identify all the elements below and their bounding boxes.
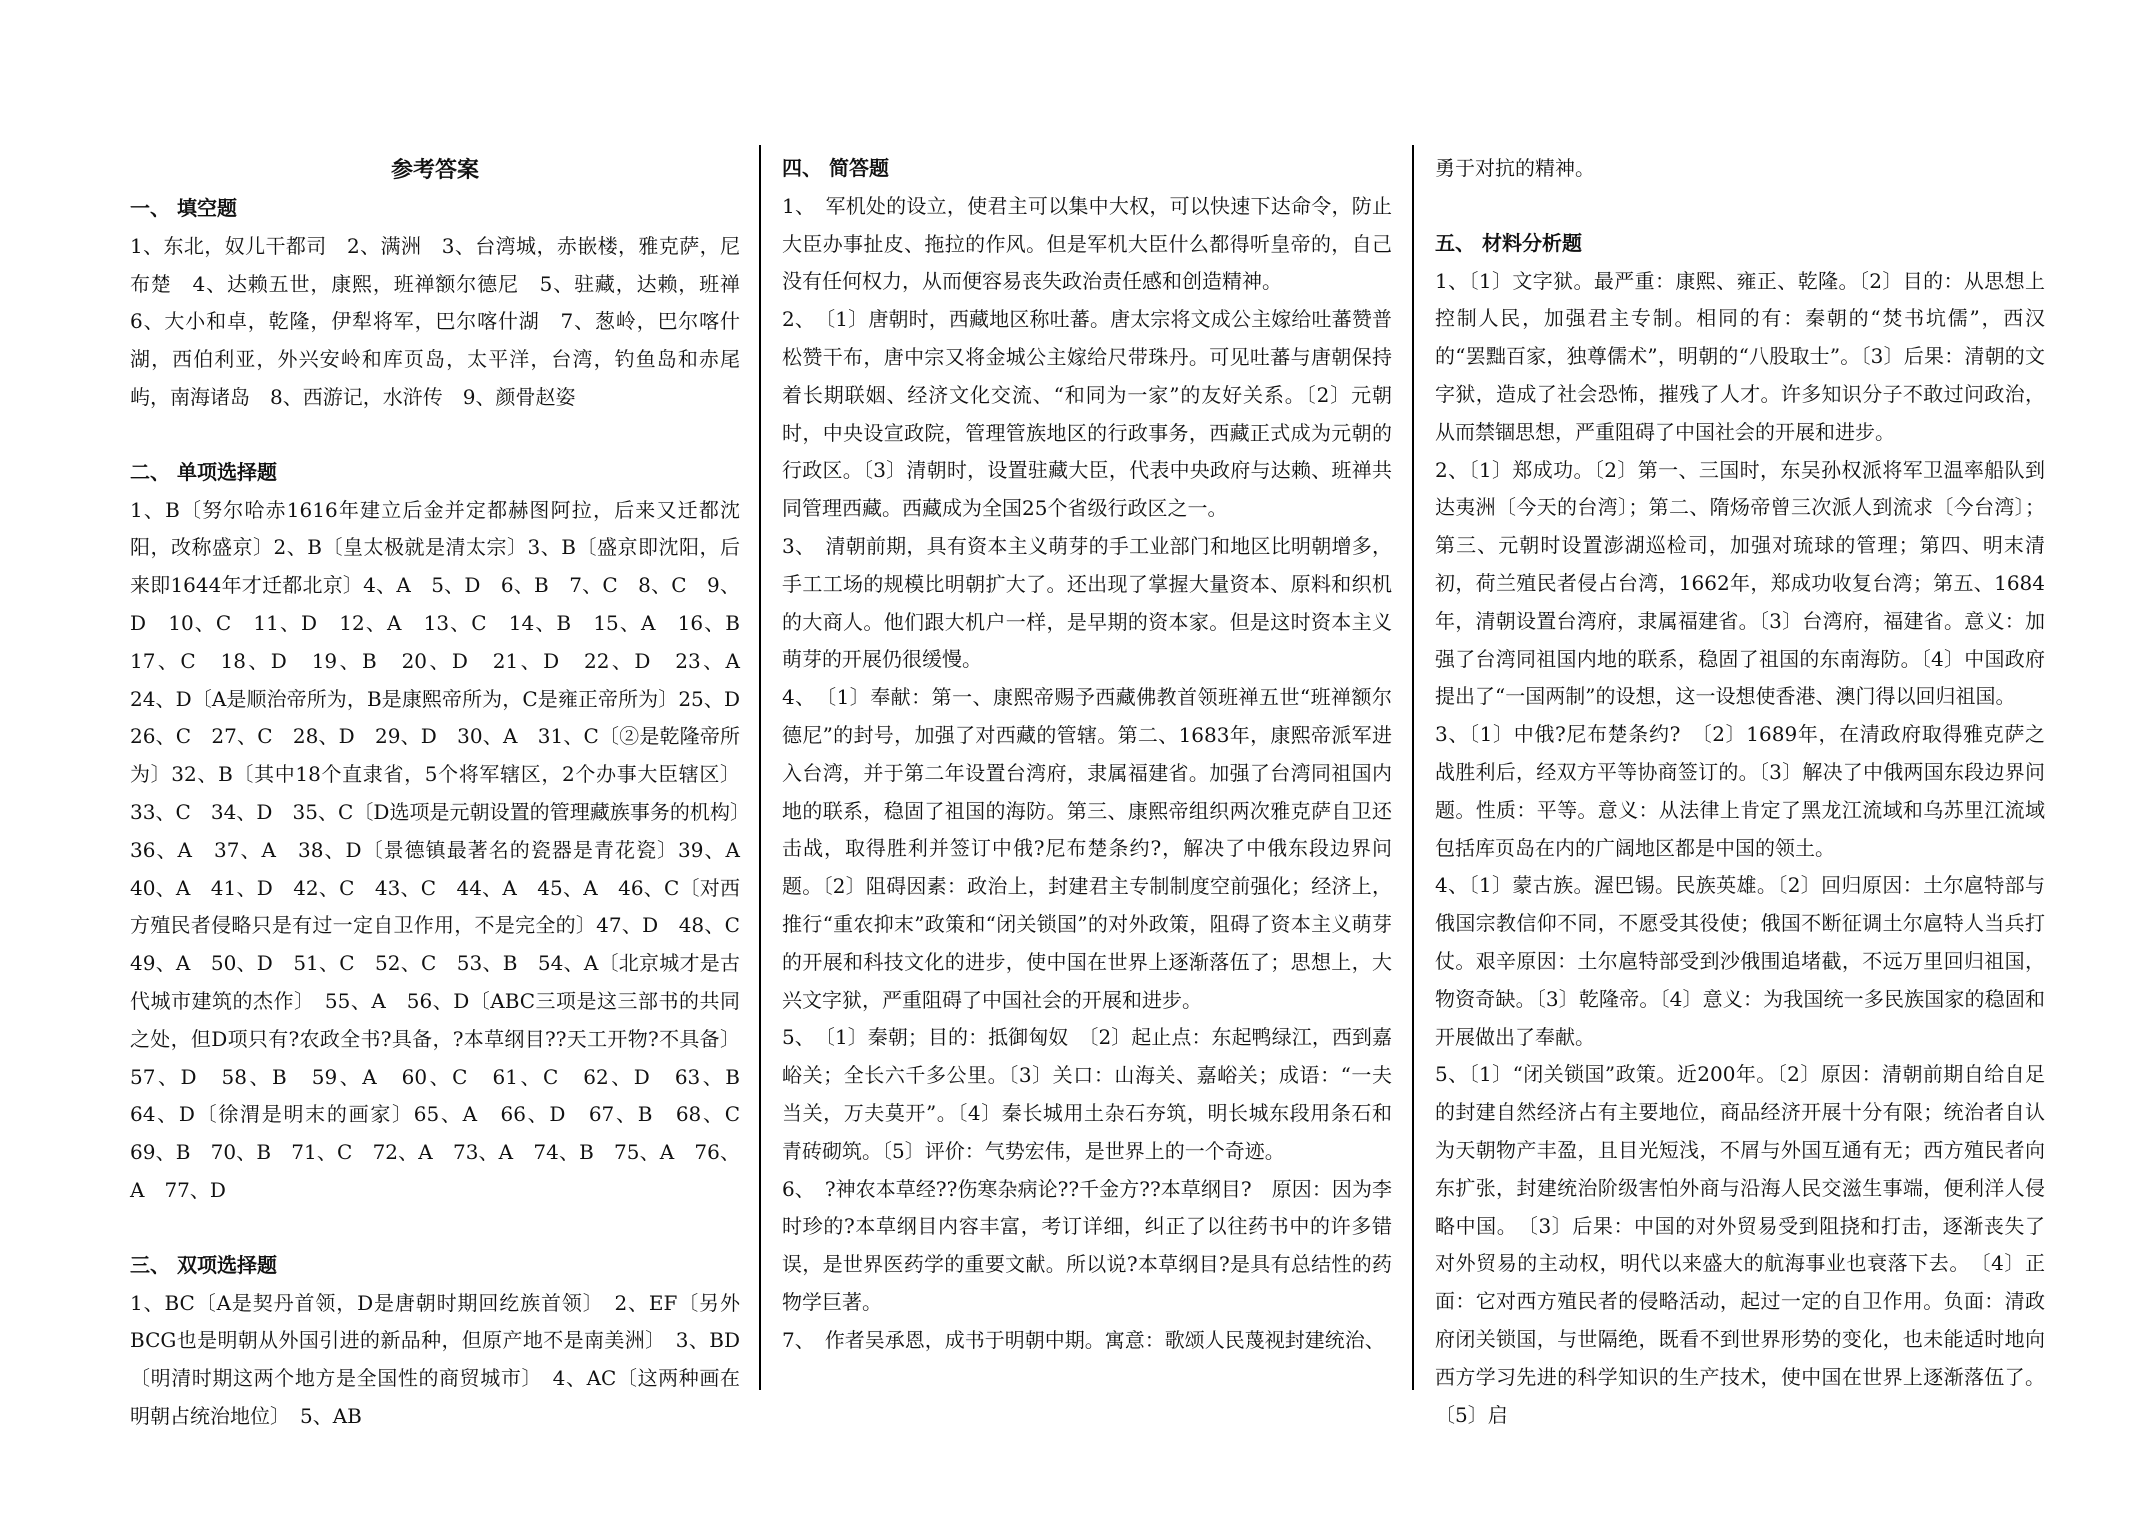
fill-in-answers: 1、东北，奴儿干都司 2、满洲 3、台湾城，赤嵌楼，雅克萨，尼布楚 4、达赖五世，康熙，班禅额尔德尼 5、驻藏，达赖，班禅 6、大小和卓，乾隆，伊犁将军，巴尔喀什湖 7、葱岭，巴尔喀什湖，西伯利亚，外兴安岭和库页岛，太平洋，台湾，钓鱼岛和赤尾屿，南海诸岛 8、西游记，水浒传 9、颜骨赵姿 (130, 233, 760, 409)
column-divider-left (759, 145, 761, 1390)
continued-text: 勇于对抗的精神。 (1435, 156, 1595, 180)
section-heading-short-answer: 四、 简答题 (782, 156, 889, 180)
single-choice-answers: 1、B〔努尔哈赤1616年建立后金并定都赫图阿拉，后来又迁都沈阳，改称盛京〕2、B〔皇太极就是清太宗〕3、B〔盛京即沈阳，后来即1644年才迁都北京〕4、A 5、D 6、B 7、C 8、C 9、D 10、C 11、D 12、A 13、C 14、B 15、A 16、B 17、C 18、D 19、B 20、D 21、D 22、D 23、A 24、D〔A是顺治帝所为，B是康熙帝所为，C是雍正帝所为〕25、D 26、C 27、C 28、D 29、D 30、A 31、C〔②是乾隆帝所为〕32、B〔其中18个直隶省，5个将军辖区，2个办事大臣辖区〕33、C 34、D 35、C〔D选项是元朝设置的管理藏族事务的机构〕 36、A 37、A 38、D〔景德镇最著名的瓷器是青花瓷〕39、A 40、A 41、D 42、C 43、C 44、A 45、A 46、C〔对西方殖民者侵略只是有过一定自卫作用，不是完全的〕47、D 48、C 49、A 50、D 51、C 52、C 53、B 54、A〔北京城才是古代城市建筑的杰作〕 55、A 56、D〔ABC三项是这三部书的共同之处，但D项只有?农政全书?具备，?本草纲目??天工开物?不具备〕57、D 58、B 59、A 60、C 61、C 62、D 63、B 64、D〔徐渭是明末的画家〕65、A 66、D 67、B 68、C 69、B 70、B 71、C 72、A 73、A 74、B 75、A 76、A 77、D (130, 497, 760, 1202)
short-answer-item: 1、 军机处的设立，使君主可以集中大权，可以快速下达命令，防止大臣办事扯皮、拖拉的作风。但是军机大臣什么都得听皇帝的，自己没有任何权力，从而便容易丧失政治责任感和创造精神。 (782, 193, 1392, 294)
material-analysis-item: 1、〔1〕文字狱。最严重：康熙、雍正、乾隆。〔2〕目的：从思想上控制人民，加强君主专制。相同的有：秦朝的“焚书坑儒”，西汉的“罢黜百家，独尊儒术”，明朝的“八股取士”。〔3〕后果：清朝的文字狱，造成了社会恐怖，摧残了人才。许多知识分子不敢过问政治，从而禁锢思想，严重阻碍了中国社会的开展和进步。 (1435, 268, 2045, 444)
column-right (1435, 150, 2045, 1434)
short-answer-item: 3、 清朝前期，具有资本主义萌芽的手工业部门和地区比明朝增多，手工工场的规模比明朝扩大了。还出现了掌握大量资本、原料和织机的大商人。他们跟大机户一样，是早期的资本家。但是这时资本主义萌芽的开展仍很缓慢。 (782, 533, 1392, 672)
spacer (1435, 188, 2045, 225)
page-title: 参考答案 (390, 157, 479, 183)
column-divider-right (1412, 145, 1414, 1390)
short-answer-item: 5、 〔1〕秦朝；目的：抵御匈奴 〔2〕起止点：东起鸭绿江，西到嘉峪关；全长六千多公里。〔3〕关口：山海关、嘉峪关；成语：“一夫当关，万夫莫开”。〔4〕秦长城用土杂石夯筑，明长城东段用条石和青砖砌筑。〔5〕评价：气势宏伟，是世界上的一个奇迹。 (782, 1025, 1392, 1163)
short-answer-item: 4、 〔1〕奉献：第一、康熙帝赐予西藏佛教首领班禅五世“班禅额尔德尼”的封号，加强了对西藏的管辖。第二、1683年，康熙帝派军进入台湾，并于第二年设置台湾府，隶属福建省。加强了台湾同祖国内地的联系，稳固了祖国的海防。第三、康熙帝组织两次雅克萨自卫还击战，取得胜利并签订中俄?尼布楚条约?，解决了中俄东段边界问题。〔2〕阻碍因素：政治上，封建君主专制制度空前强化；经济上，推行“重农抑末”政策和“闭关锁国”的对外政策，阻碍了资本主义萌芽的开展和科技文化的进步，使中国在世界上逐渐落伍了；思想上，大兴文字狱，严重阻碍了中国社会的开展和进步。 (782, 685, 1392, 1012)
section-heading-material-analysis: 五、 材料分析题 (1435, 230, 1582, 255)
material-analysis-item: 3、〔1〕中俄?尼布楚条约? 〔2〕1689年，在清政府取得雅克萨之战胜利后，经双方平等协商签订的。〔3〕解决了中俄两国东段边界问题。性质：平等。意义：从法律上肯定了黑龙江流域和乌苏里江流域包括库页岛在内的广阔地区都是中国的领土。 (1435, 722, 2045, 860)
short-answer-item: 6、 ?神农本草经??伤寒杂病论??千金方??本草纲目? 原因：因为李时珍的?本草纲目内容丰富，考订详细，纠正了以往药书中的许多错误，是世界医药学的重要文献。所以说?本草纲目?是具有总结性的药物学巨著。 (782, 1176, 1392, 1314)
column-middle (782, 150, 1392, 1360)
material-analysis-item: 4、〔1〕蒙古族。渥巴锡。民族英雄。〔2〕回归原因：土尔扈特部与俄国宗教信仰不同，不愿受其役使；俄国不断征调土尔扈特人当兵打仗。艰辛原因：土尔扈特部受到沙俄围追堵截，不远万里回归祖国，物资奇缺。〔3〕乾隆帝。〔4〕意义：为我国统一多民族国家的稳固和开展做出了奉献。 (1435, 873, 2045, 1049)
section-heading-double-choice: 三、 双项选择题 (130, 1252, 277, 1277)
column-left (130, 150, 760, 1436)
material-analysis-item: 5、〔1〕“闭关锁国”政策。近200年。〔2〕原因：清朝前期自给自足的封建自然经济占有主要地位，商品经济开展十分有限；统治者自认为天朝物产丰盈，且目光短浅，不屑与外国互通有无；西方殖民者向东扩张，封建统治阶级害怕外商与沿海人民交滋生事端，便利洋人侵略中国。 〔3〕后果：中国的对外贸易受到阻挠和打击，逐渐丧失了对外贸易的主动权，明代以来盛大的航海事业也衰落下去。 〔4〕正面：它对西方殖民者的侵略活动，起过一定的自卫作用。负面：清政府闭关锁国，与世隔绝，既看不到世界形势的变化，也未能适时地向西方学习先进的科学知识的生产技术，使中国在世界上逐渐落伍了。〔5〕启 (1435, 1062, 2045, 1427)
spacer (130, 417, 740, 454)
short-answer-item: 2、 〔1〕唐朝时，西藏地区称吐蕃。唐太宗将文成公主嫁给吐蕃赞普松赞干布，唐中宗又将金城公主嫁给尺带珠丹。可见吐蕃与唐朝保持着长期联姻、经济文化交流、“和同为一家”的友好关系。〔2〕元朝时，中央设宣政院，管理管族地区的行政事务，西藏正式成为元朝的行政区。〔3〕清朝时，设置驻藏大臣，代表中央政府与达赖、班禅共同管理西藏。西藏成为全国25个省级行政区之一。 (782, 307, 1392, 521)
short-answer-item: 7、 作者吴承恩，成书于明朝中期。寓意：歌颂人民蔑视封建统治、 (782, 1327, 1385, 1352)
section-heading-fill-in: 一、 填空题 (130, 196, 237, 220)
section-heading-single-choice: 二、 单项选择题 (130, 459, 277, 484)
spacer (130, 1210, 740, 1247)
double-choice-answers: 1、BC〔A是契丹首领，D是唐朝时期回纥族首领〕 2、EF〔另外BCG也是明朝从外国引进的新品种，但原产地不是南美洲〕 3、BD〔明清时期这两个地方是全国性的商贸城市〕 4、AC〔这两种画在明朝占统治地位〕 5、AB (130, 1290, 740, 1428)
material-analysis-item: 2、〔1〕郑成功。〔2〕第一、三国时，东吴孙权派将军卫温率船队到达夷洲〔今天的台湾〕；第二、隋炀帝曾三次派人到流求〔今台湾〕；第三、元朝时设置澎湖巡检司，加强对琉球的管理；第四、明末清初，荷兰殖民者侵占台湾，1662年，郑成功收复台湾；第五、1684年，清朝设置台湾府，隶属福建省。〔3〕台湾府，福建省。意义：加强了台湾同祖国内地的联系，稳固了祖国的东南海防。〔4〕中国政府提出了“一国两制”的设想，这一设想使香港、澳门得以回归祖国。 (1435, 457, 2045, 709)
